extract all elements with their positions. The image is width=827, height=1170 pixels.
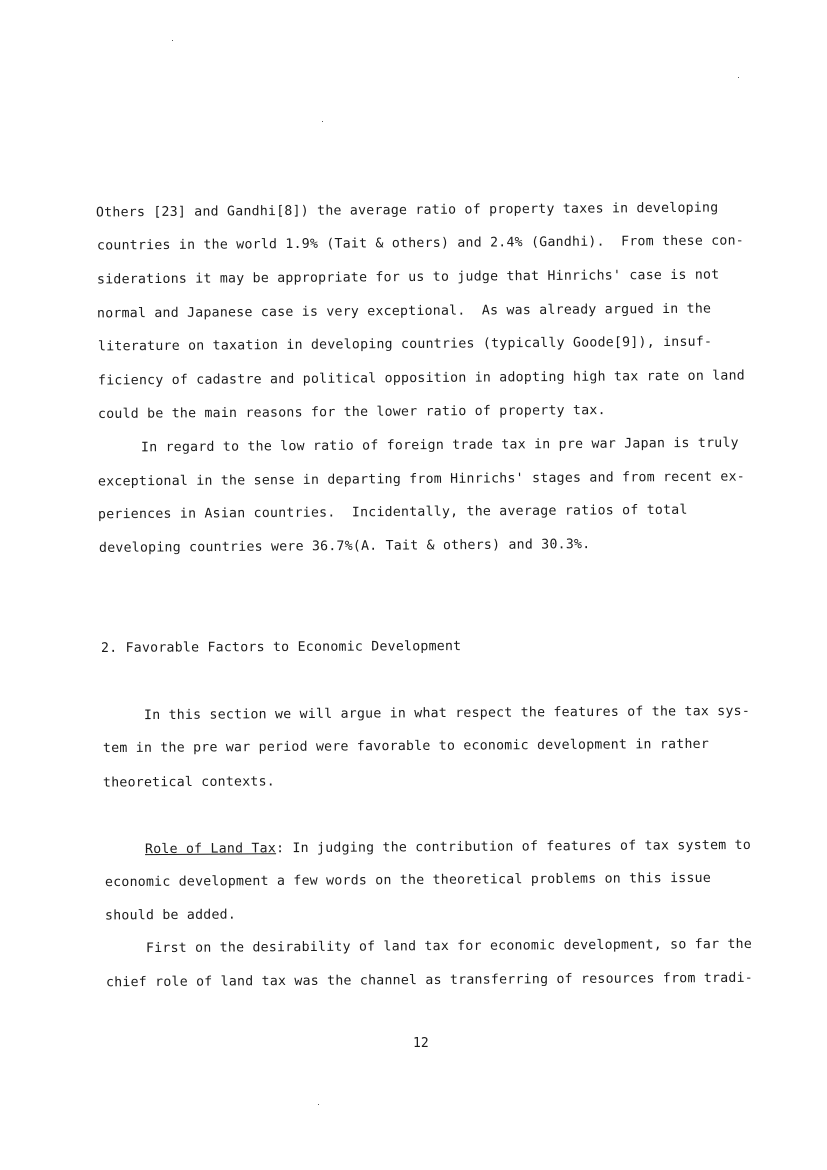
para1-line: could be the main reasons for the lower ratio of property tax. [97, 403, 606, 422]
para3-line: theoretical contexts. [102, 774, 276, 791]
scan-speck [318, 1104, 319, 1105]
para4-first-line-rest: : In judging the contribution of features of tax system to [275, 837, 752, 857]
para1-line: normal and Japanese case is very exceptional. As was already argued in the [96, 301, 712, 322]
para2-line: exceptional in the sense in departing from Hinrichs' stages and from recent ex- [97, 469, 746, 490]
para2-line: In regard to the low ratio of foreign trade tax in pre war Japan is truly [140, 435, 739, 456]
para1-line: literature on taxation in developing countries (typically Goode[9]), insuf- [97, 334, 713, 355]
para2-line: developing countries were 36.7%(A. Tait & others) and 30.3%. [98, 537, 591, 556]
scan-speck [738, 77, 739, 78]
para2-line: periences in Asian countries. Incidentally, the average ratios of total [97, 502, 688, 523]
para3-line: In this section we will argue in what respect the features of the tax sys- [143, 703, 751, 724]
run-in-title: Role of Land Tax [144, 841, 277, 858]
para1-line: Others [23] and Gandhi[8]) the average ratio of property taxes in developing [95, 200, 719, 221]
para3-line: tem in the pre war period were favorable to economic development in rather [102, 736, 710, 757]
scan-speck [322, 121, 323, 122]
para1-line: ficiency of cadastre and political opposition in adopting high tax rate on land [97, 368, 746, 389]
para5-line: First on the desirability of land tax for economic development, so far the [145, 936, 753, 957]
para4-line: should be added. [104, 907, 237, 924]
page-number: 12 [413, 1036, 429, 1051]
para1-line: countries in the world 1.9% (Tait & others) and 2.4% (Gandhi). From these con- [96, 233, 745, 254]
para5-line: chief role of land tax was the channel as transferring of resources from tradi- [105, 970, 754, 991]
para4-line: economic development a few words on the theoretical problems on this issue [104, 870, 712, 891]
scan-speck [172, 40, 173, 41]
para4-first-line [145, 838, 751, 858]
section-heading: 2. Favorable Factors to Economic Development [100, 639, 462, 656]
para1-line: siderations it may be appropriate for us to judge that Hinrichs' case is not [96, 267, 720, 288]
